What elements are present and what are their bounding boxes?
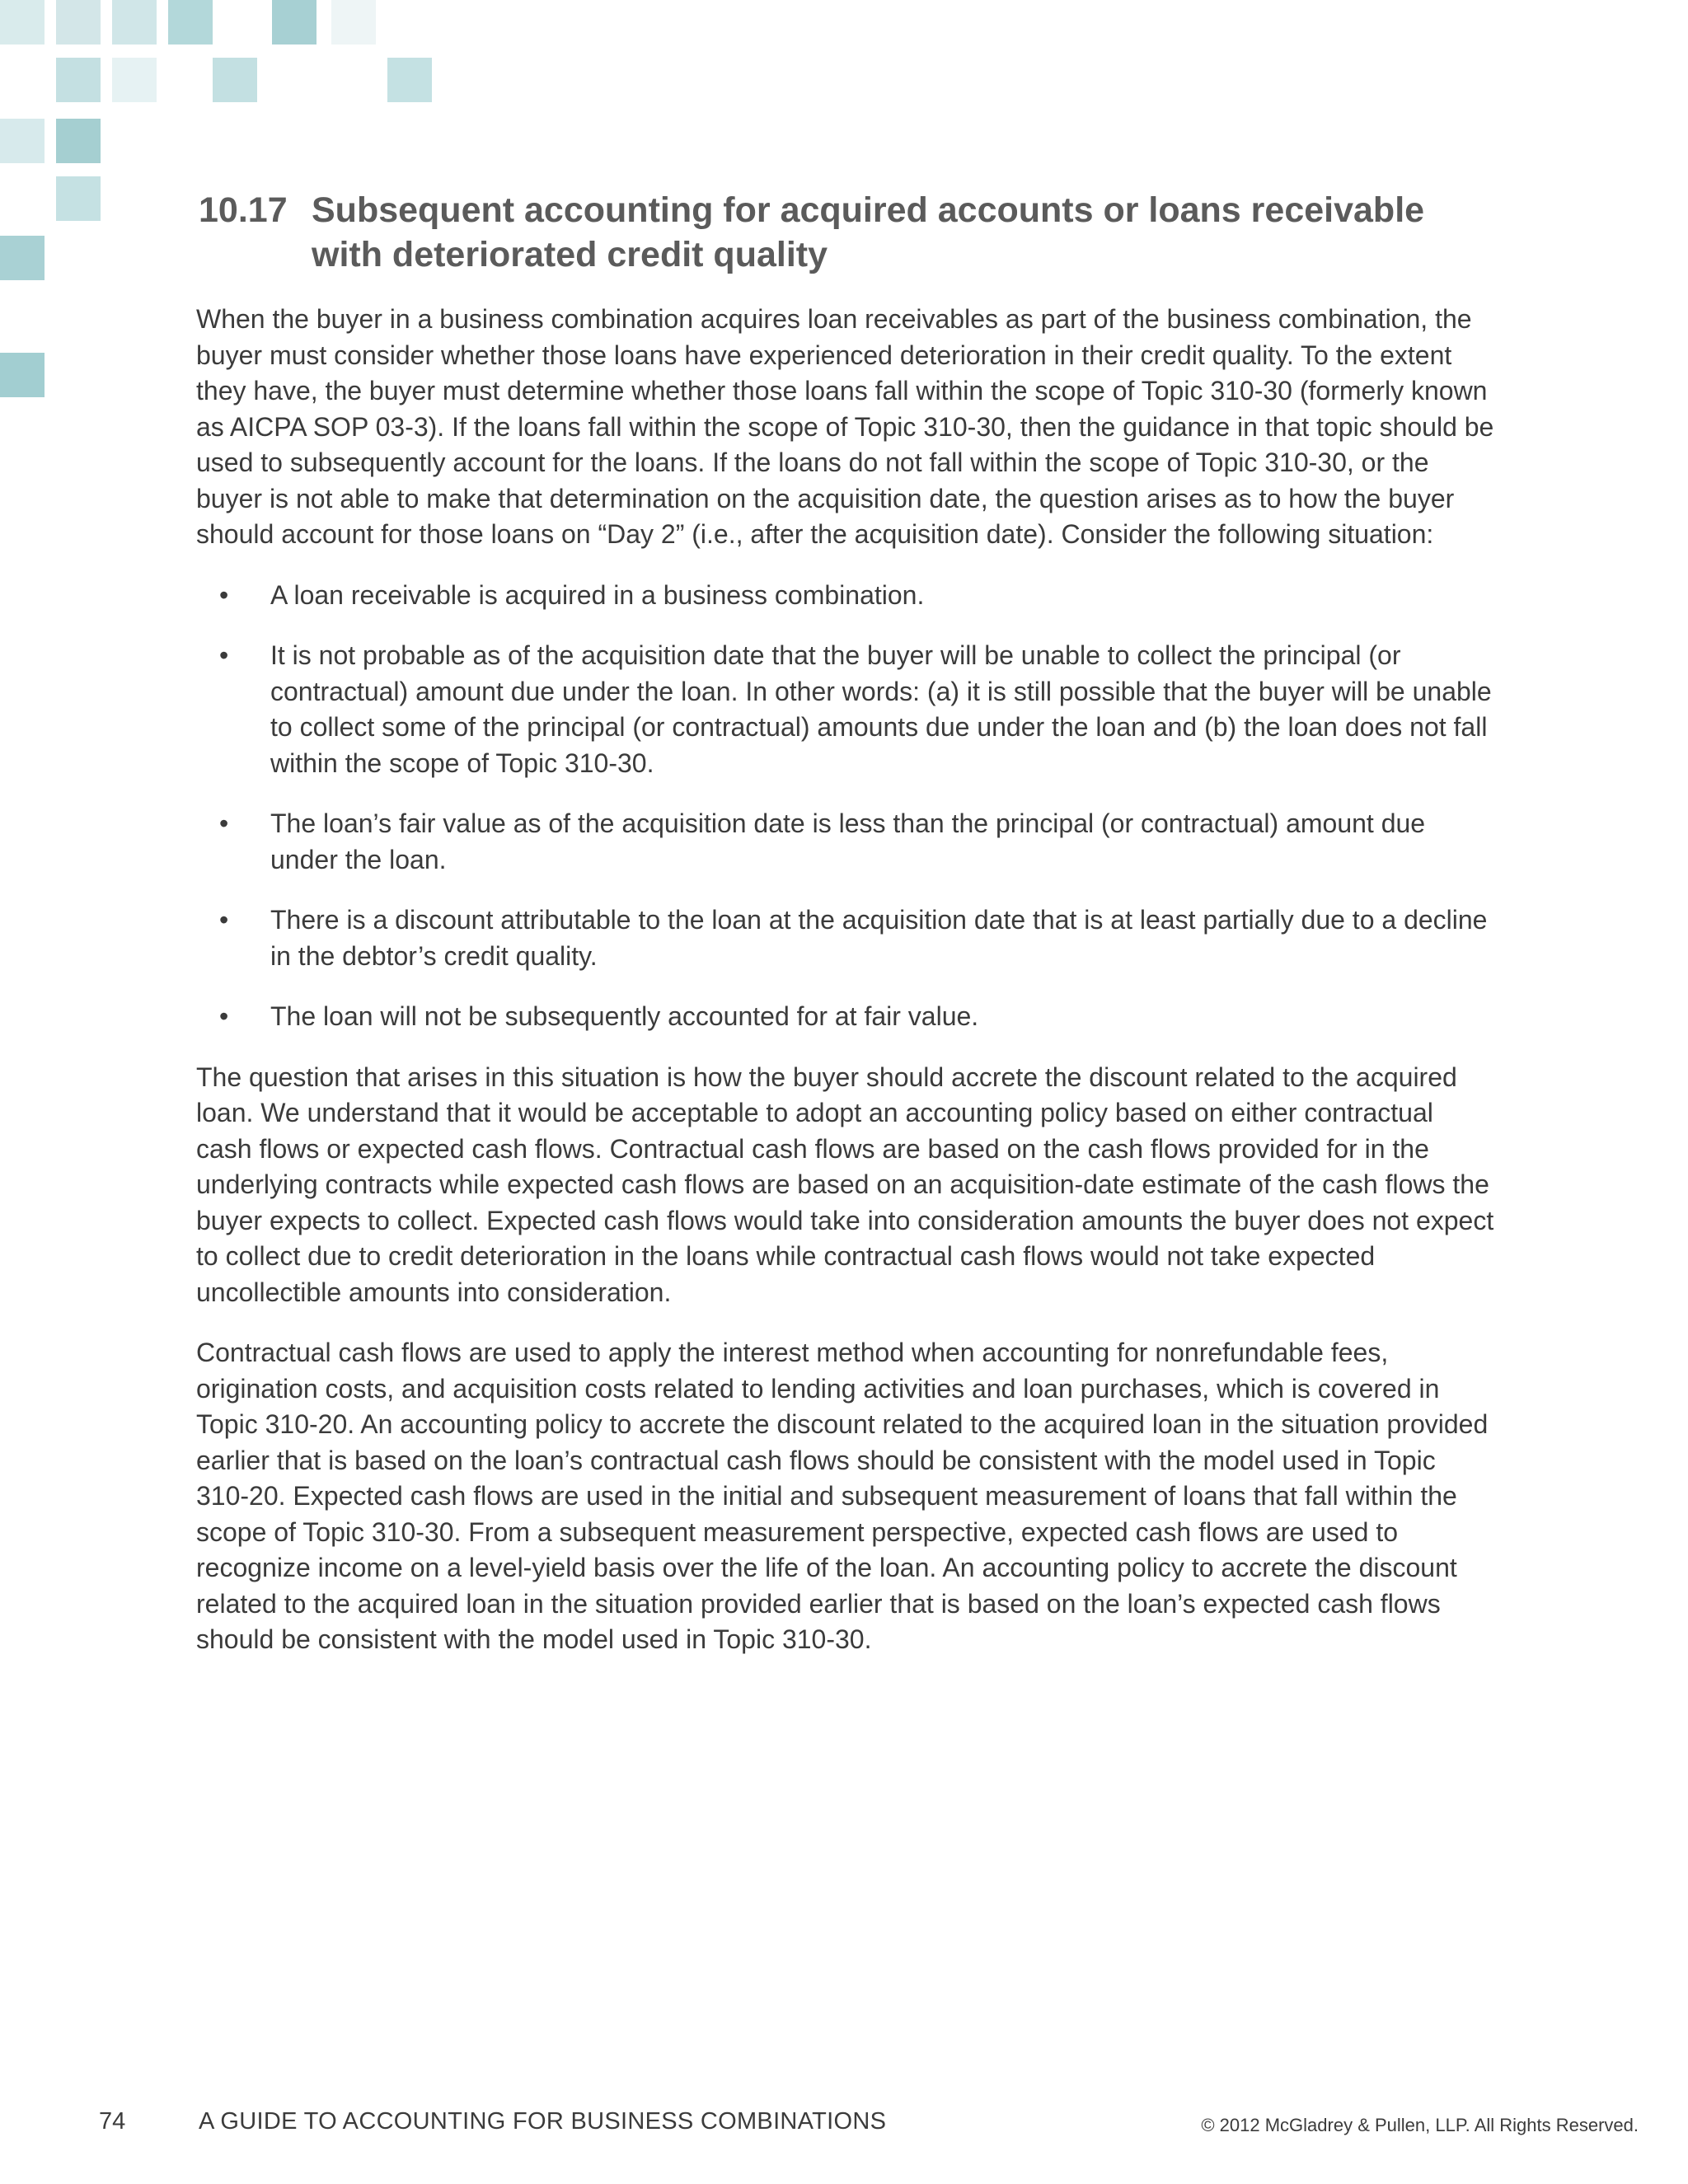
section-heading [199, 188, 1484, 277]
decor-square [168, 0, 213, 45]
page-number: 74 [99, 2108, 126, 2135]
list-item-text: There is a discount attributable to the loan at the acquisition date that is at least partially due to a decline in the debtor’s credit quality. [270, 905, 1488, 971]
decor-square [112, 58, 157, 102]
decor-square [56, 119, 101, 163]
decor-square [0, 236, 45, 280]
list-item-text: The loan will not be subsequently accounted for at fair value. [270, 1001, 979, 1031]
list-item-text: It is not probable as of the acquisition date that the buyer will be unable to collect the principal (or contractual) amount due under the loan. In other words: (a) it is still possible that the buyer will be unable to collect some of the principal (or contractual) amounts due under the loan and (b) the loan does not fall within the scope of Topic 310-30. [270, 640, 1492, 778]
decor-square [0, 0, 45, 45]
section-title-line-1: Subsequent accounting for acquired accounts or loans receivable [312, 190, 1425, 230]
decor-square [112, 0, 157, 45]
bullet-icon: • [219, 905, 229, 935]
footer-copyright: © 2012 McGladrey & Pullen, LLP. All Rights Reserved. [1201, 2115, 1639, 2135]
decor-square [272, 0, 316, 45]
list-item [196, 999, 1494, 1035]
list-item [196, 902, 1494, 974]
situation-list [196, 578, 1494, 1035]
discount-question-paragraph: The question that arises in this situation is how the buyer should accrete the discount related to the acquired loan. We understand that it would be acceptable to adopt an accounting policy based on either contractual cash flows or expected cash flows. Contractual cash flows are based on the cash flows provided for in the underlying contracts while expected cash flows are based on an acquisition-date estimate of the cash flows the buyer expects to collect. Expected cash flows would take into consideration amounts the buyer does not expect to collect due to credit deterioration in the loans while contractual cash flows would not take expected uncollectible amounts into consideration. [196, 1062, 1494, 1307]
bullet-icon: • [219, 808, 229, 838]
section-title-line-2: with deteriorated credit quality [312, 235, 828, 274]
list-item [196, 578, 1494, 614]
intro-paragraph: When the buyer in a business combination acquires loan receivables as part of the business combination, the buyer must consider whether those loans have experienced deterioration in their credit quality. To the extent they have, the buyer must determine whether those loans fall within the scope of Topic 310-30 (formerly known as AICPA SOP 03-3). If the loans fall within the scope of Topic 310-30, then the guidance in that topic should be used to subsequently account for the loans. If the loans do not fall within the scope of Topic 310-30, or the buyer is not able to make that determination on the acquisition date, the question arises as to how the buyer should account for those loans on “Day 2” (i.e., after the acquisition date). Consider the following situation: [196, 304, 1494, 549]
list-item-text: The loan’s fair value as of the acquisition date is less than the principal (or contractual) amount due under the loan. [270, 808, 1426, 874]
bullet-icon: • [219, 1001, 229, 1031]
decor-square [213, 58, 257, 102]
bullet-icon: • [219, 579, 229, 610]
decor-square [56, 0, 101, 45]
list-item [196, 806, 1494, 878]
bullet-icon: • [219, 640, 229, 670]
footer-guide-title: A GUIDE TO ACCOUNTING FOR BUSINESS COMBINATIONS [199, 2108, 887, 2135]
list-item [196, 638, 1494, 781]
decor-square [56, 58, 101, 102]
decor-square [387, 58, 432, 102]
cash-flows-paragraph: Contractual cash flows are used to apply the interest method when accounting for nonrefundable fees, origination costs, and acquisition costs related to lending activities and loan purchases, which is covered in Topic 310-20. An accounting policy to accrete the discount related to the acquired loan in the situation provided earlier that is based on the loan’s contractual cash flows should be consistent with the model used in Topic 310-20. Expected cash flows are used in the initial and subsequent measurement of loans that fall within the scope of Topic 310-30. From a subsequent measurement perspective, expected cash flows are used to recognize income on a level-yield basis over the life of the loan. An accounting policy to accrete the discount related to the acquired loan in the situation provided earlier that is based on the loan’s expected cash flows should be consistent with the model used in Topic 310-30. [196, 1338, 1489, 1654]
section-number: 10.17 [199, 190, 288, 230]
decor-square [0, 353, 45, 397]
decor-square [56, 176, 101, 221]
decor-square [0, 119, 45, 163]
list-item-text: A loan receivable is acquired in a business combination. [270, 579, 925, 610]
body-content [196, 302, 1494, 1683]
decor-square [331, 0, 376, 45]
